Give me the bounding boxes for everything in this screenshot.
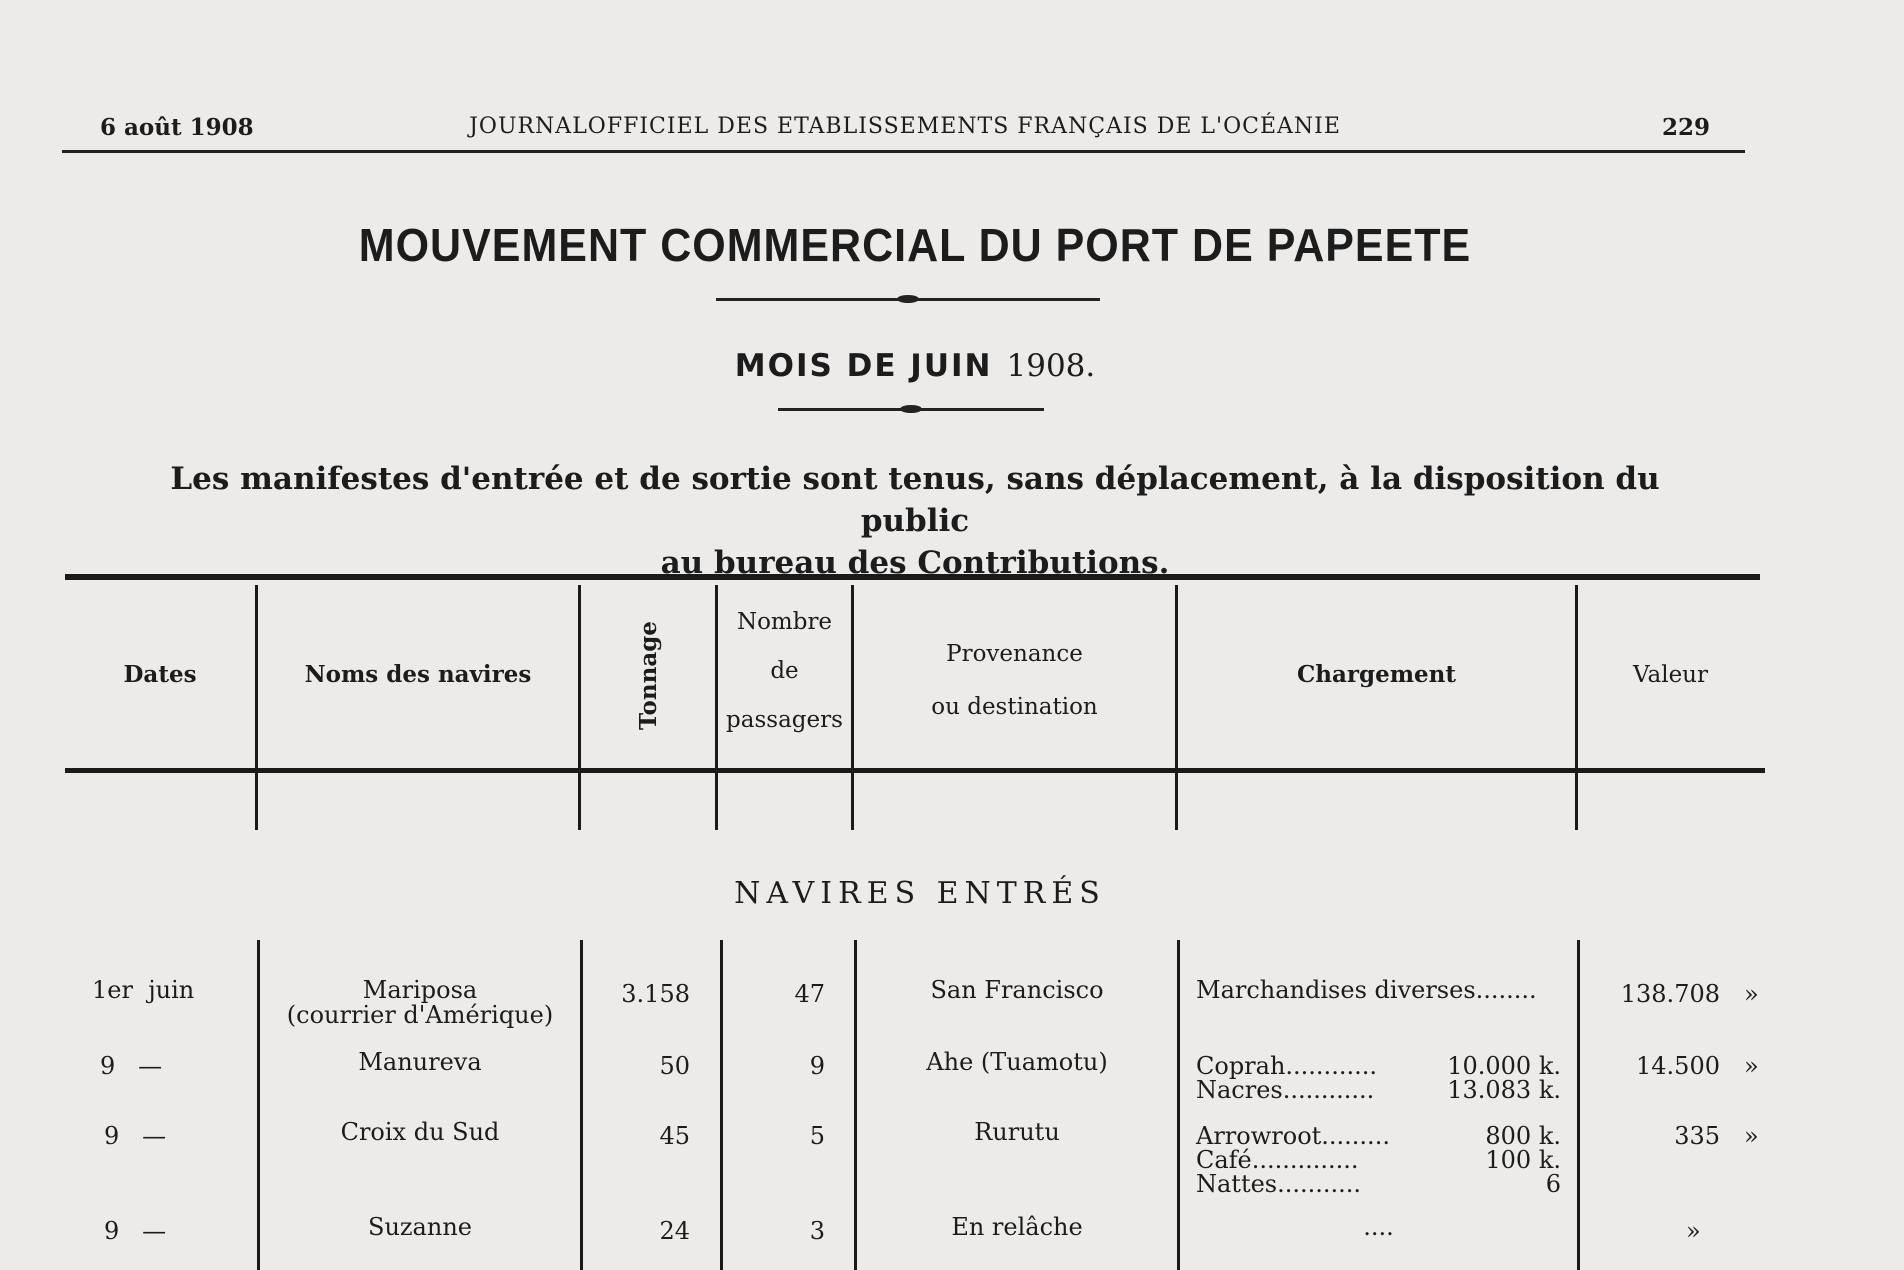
table-row: [0, 1120, 1904, 1210]
row-passagers: 5: [809, 1122, 825, 1150]
row-passagers: 47: [794, 980, 825, 1008]
row-cargo: [1196, 1054, 1561, 1102]
header-rule: [62, 150, 1745, 153]
row-date-num: 9: [104, 1217, 120, 1245]
header-date: 6 août 1908: [100, 114, 254, 141]
cargo-label: Arrowroot.........: [1196, 1122, 1390, 1150]
row-name-main: Suzanne: [368, 1213, 472, 1241]
cargo-line: [1196, 1172, 1561, 1196]
cargo-label: Coprah............: [1196, 1052, 1377, 1080]
col-header-nombre-1: Nombre: [736, 609, 833, 635]
cargo-qty: 100 k.: [1485, 1146, 1561, 1174]
cargo-line: [1196, 1148, 1561, 1172]
row-date-month: —: [142, 1122, 167, 1150]
row-valeur: 138.708: [1620, 980, 1720, 1008]
row-valeur: 335: [1674, 1122, 1720, 1150]
row-valeur-mark: »: [1744, 1052, 1759, 1080]
cargo-line: [1196, 1054, 1561, 1078]
row-date: [92, 978, 194, 1003]
cargo-qty: 13.083 k.: [1447, 1076, 1561, 1104]
cargo-qty: 6: [1545, 1170, 1561, 1198]
cargo-label: Nacres............: [1196, 1076, 1375, 1104]
row-valeur-mark: »: [1686, 1217, 1701, 1245]
col-header-nombre-2: de: [770, 658, 799, 684]
row-name: [260, 1120, 580, 1145]
row-date-num: 1er: [92, 976, 133, 1004]
cargo-line: [1196, 1124, 1561, 1148]
title-ornament: [716, 298, 1100, 301]
notice-line-1: Les manifestes d'entrée et de sortie sont tenus, sans déplacement, à la disposition du public: [170, 461, 1660, 539]
row-valeur-mark: »: [1744, 980, 1759, 1008]
col-header-chargement: Chargement: [1296, 661, 1457, 688]
notice-line-2: au bureau des Contributions.: [660, 545, 1170, 581]
notice: [120, 458, 1710, 584]
col-divider: [255, 585, 258, 830]
row-tonnage: 24: [659, 1217, 690, 1245]
col-header-provenance-2: ou destination: [931, 694, 1098, 720]
row-valeur-mark: »: [1744, 1122, 1759, 1150]
col-header-nombre-3: passagers: [726, 707, 843, 733]
row-name: [260, 978, 580, 1028]
cargo-label: ....: [1363, 1213, 1394, 1241]
row-date-num: 9: [100, 1052, 116, 1080]
col-header-dates: Dates: [123, 661, 197, 688]
col-header-nombre: [718, 598, 851, 745]
col-header-noms: Noms des navires: [304, 661, 532, 688]
header-bottom-rule: [65, 768, 1765, 773]
page-number: 229: [1661, 114, 1710, 141]
col-header-tonnage-label: Tonnage: [634, 620, 662, 730]
table-row: [0, 1215, 1904, 1255]
cargo-label: Nattes...........: [1196, 1170, 1362, 1198]
row-provenance: Ahe (Tuamotu): [926, 1048, 1108, 1076]
table-row: [0, 978, 1904, 1048]
row-date-num: 9: [104, 1122, 120, 1150]
row-passagers: 3: [809, 1217, 825, 1245]
subtitle: [0, 348, 1830, 384]
col-divider: [1175, 585, 1178, 830]
col-header-tonnage: [581, 585, 715, 765]
row-date: [100, 1054, 162, 1079]
row-name-main: Mariposa: [362, 976, 478, 1004]
cargo-line: [1196, 1215, 1561, 1240]
subtitle-month: MOIS DE JUIN: [734, 348, 993, 384]
cargo-label: Marchandises diverses........: [1196, 976, 1537, 1004]
row-tonnage: 45: [659, 1122, 690, 1150]
subtitle-ornament: [778, 408, 1044, 411]
main-title: MOUVEMENT COMMERCIAL DU PORT DE PAPEETE: [358, 220, 1472, 272]
row-name: [260, 1050, 580, 1075]
col-header-provenance: [854, 628, 1175, 734]
cargo-line: [1196, 978, 1561, 1003]
row-valeur: 14.500: [1636, 1052, 1720, 1080]
row-cargo: [1196, 1215, 1561, 1240]
col-header-provenance-1: Provenance: [946, 641, 1083, 667]
row-name: [260, 1215, 580, 1240]
col-divider: [1575, 585, 1578, 830]
cargo-label: Café..............: [1196, 1146, 1359, 1174]
cargo-line: [1196, 1078, 1561, 1102]
row-name-sub: (courrier d'Amérique): [286, 1001, 554, 1029]
row-date-month: —: [142, 1217, 167, 1245]
row-date-month: juin: [148, 976, 195, 1004]
row-tonnage: 50: [659, 1052, 690, 1080]
row-cargo: [1196, 1124, 1561, 1196]
row-provenance: En relâche: [951, 1213, 1083, 1241]
table-row: [0, 1050, 1904, 1110]
row-date: [104, 1219, 166, 1244]
subtitle-year: 1908.: [1006, 348, 1096, 384]
row-provenance: Rurutu: [974, 1118, 1060, 1146]
journal-title: JOURNALOFFICIEL DES ETABLISSEMENTS FRANÇAIS DE L'OCÉANIE: [469, 114, 1341, 139]
page-header: [65, 114, 1745, 148]
cargo-qty: 10.000 k.: [1447, 1052, 1561, 1080]
table-top-rule: [65, 574, 1760, 580]
row-name-main: Croix du Sud: [340, 1118, 500, 1146]
row-tonnage: 3.158: [621, 980, 690, 1008]
row-date-month: —: [138, 1052, 163, 1080]
row-provenance: San Francisco: [930, 976, 1104, 1004]
col-header-valeur: Valeur: [1633, 662, 1708, 688]
row-name-main: Manureva: [358, 1048, 482, 1076]
section-title: NAVIRES ENTRÉS: [734, 876, 1106, 911]
row-cargo: [1196, 978, 1561, 1003]
row-date: [104, 1124, 166, 1149]
cargo-qty: 800 k.: [1485, 1122, 1561, 1150]
row-passagers: 9: [809, 1052, 825, 1080]
